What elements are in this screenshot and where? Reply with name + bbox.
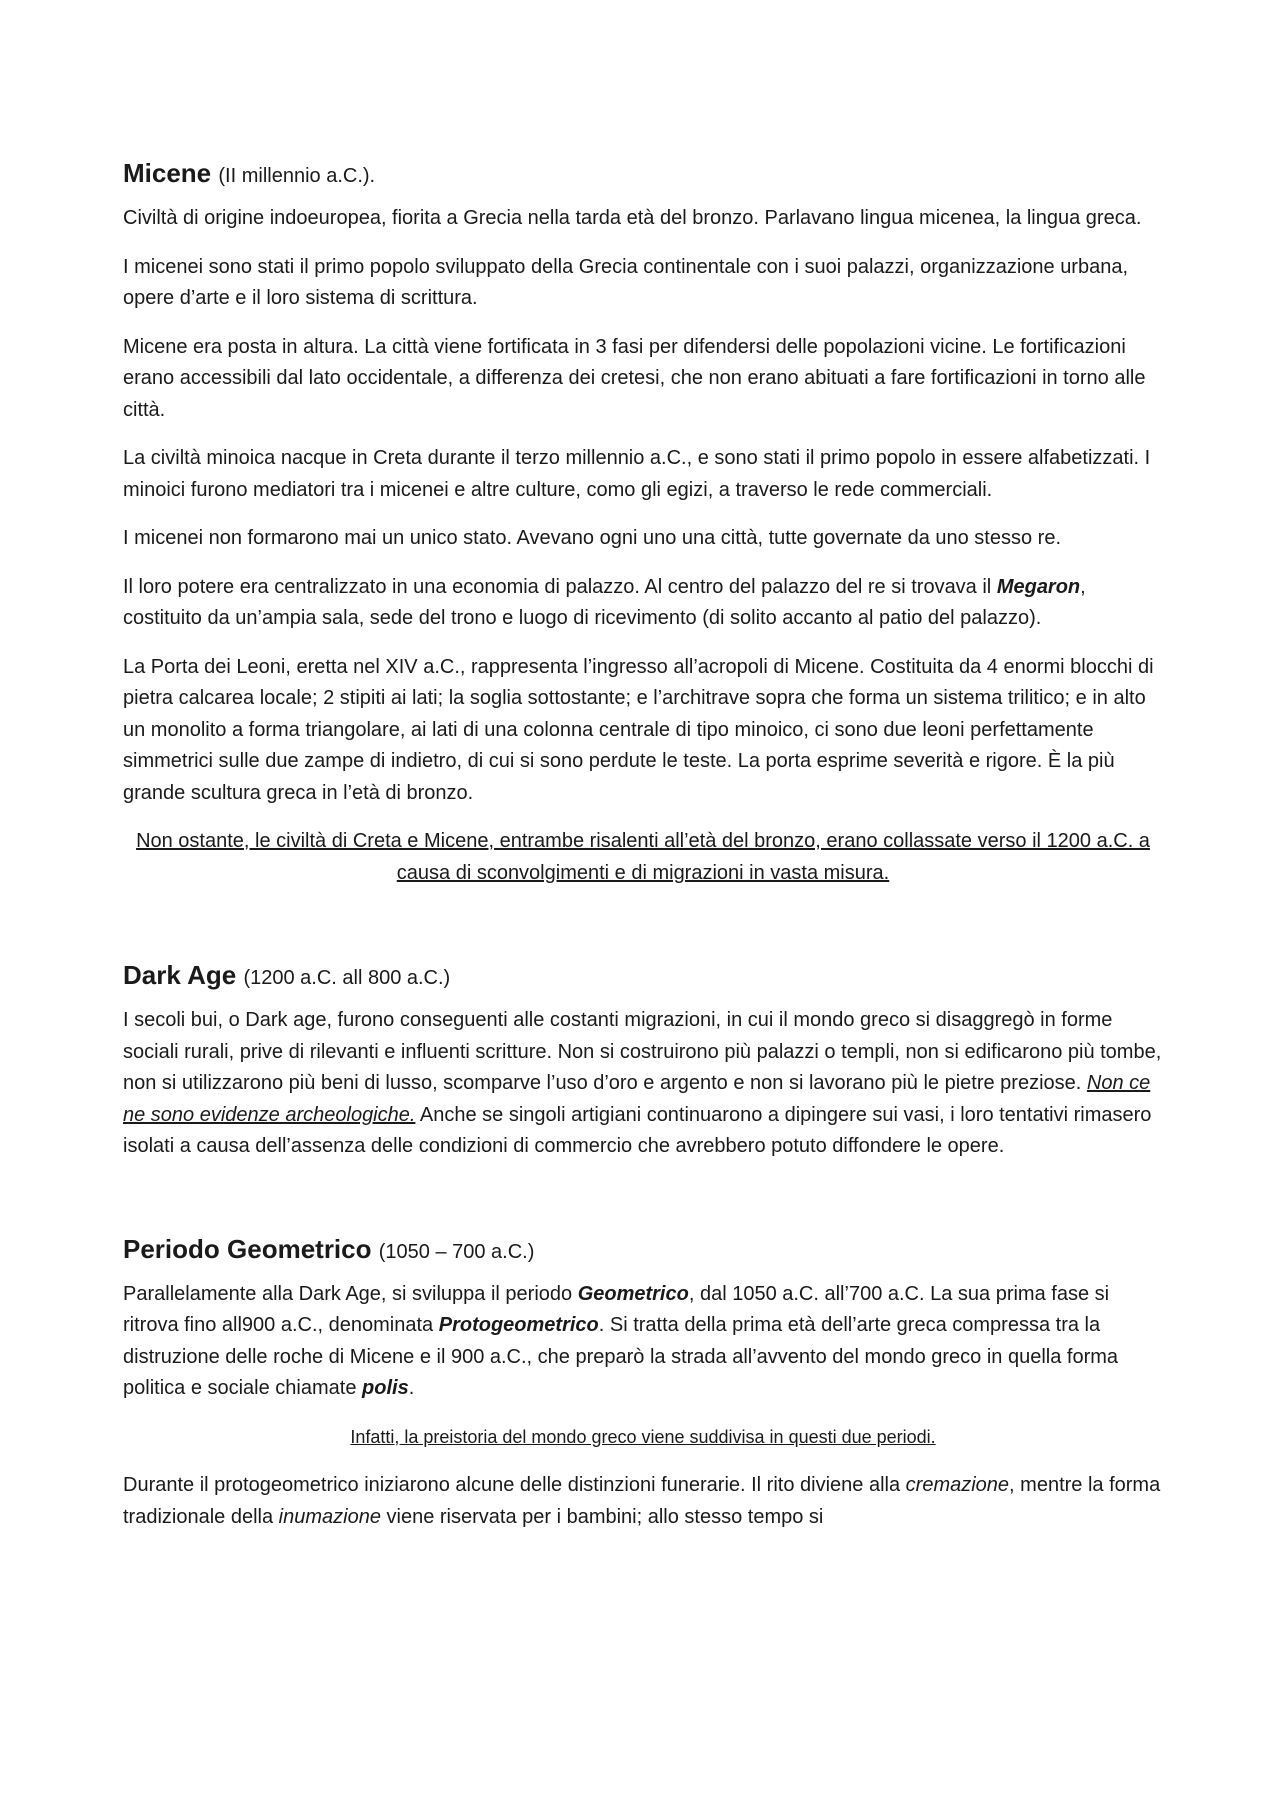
paragraph: I micenei sono stati il primo popolo sviluppato della Grecia continentale con i suoi palazzi, organizzazione urbana, opere d’arte e il loro sistema di scrittura. — [123, 255, 1129, 309]
paragraph-funerarie — [123, 1470, 1163, 1533]
underlined-note: Infatti, la preistoria del mondo greco viene suddivisa in questi due periodi. — [350, 1426, 936, 1447]
text-run: I secoli bui, o Dark age, furono conseguenti alle costanti migrazioni, in cui il mondo greco si disaggregò in forme sociali rurali, prive di rilevanti e influenti scritture. Non si costruirono più palazzi o templi, non si edificarono più tombe, non si utilizzarono più beni di lusso, scomparve l’uso d’oro e argento e non si lavorano più le pietre preziose. — [123, 1009, 1162, 1094]
heading-title: Periodo Geometrico — [123, 1233, 372, 1264]
text-run: , costituito da un’ampia sala, sede del trono e luogo di ricevimento (di solito accanto al patio del palazzo). — [123, 575, 1086, 629]
text-run: viene riservata per i bambini; allo stesso tempo si — [380, 1505, 824, 1528]
text-run: Il loro potere era centralizzato in una economia di palazzo. Al centro del palazzo del re si trovava il — [123, 575, 997, 598]
term-megaron: Megaron — [996, 575, 1081, 598]
heading-subtitle: (1050 – 700 a.C.) — [378, 1240, 535, 1263]
text-run: Anche se singoli artigiani continuarono a dipingere sui vasi, i loro tentativi rimasero isolati a causa dell’assenza delle condizioni di commercio che avrebbero potuto diffondere le opere. — [123, 1103, 1152, 1157]
section-heading-micene — [123, 156, 1163, 193]
heading-subtitle: (II millennio a.C.). — [218, 165, 376, 187]
spacer — [123, 906, 1163, 958]
text-run: Parallelamente alla Dark Age, si sviluppa il periodo — [123, 1282, 578, 1305]
underlined-note: Non ostante, le civiltà di Creta e Micene, entrambe risalenti all’età del bronzo, erano collassate verso il 1200 a.C. a causa di sconvolgimenti e di migrazioni in vasta misura. — [136, 830, 1150, 884]
spacer — [123, 1180, 1163, 1232]
section-heading-periodo-geometrico — [123, 1232, 1163, 1269]
paragraph: Civiltà di origine indoeuropea, fiorita a Grecia nella tarda età del bronzo. Parlavano lingua micenea, la lingua greca. — [123, 207, 1142, 229]
text-run: Durante il protogeometrico iniziarono alcune delle distinzioni funerarie. Il rito diviene alla — [123, 1474, 906, 1496]
heading-title: Dark Age — [123, 960, 237, 990]
paragraph: Micene era posta in altura. La città viene fortificata in 3 fasi per difendersi delle popolazioni vicine. Le fortificazioni erano accessibili dal lato occidentale, a differenza dei cretesi, che non erano abituati a fare fortificazioni in torno alle città. — [123, 335, 1146, 421]
text-run: . — [408, 1377, 415, 1399]
paragraph-megaron — [123, 572, 1163, 635]
term-cremazione: cremazione — [905, 1474, 1010, 1496]
text-run: . Si tratta della prima età dell’arte greca compressa tra la distruzione delle roche di Micene e il 900 a.C., che preparò la strada all’avvento del mondo greco in quella forma politica e sociale chiamate — [123, 1314, 1119, 1399]
paragraph: La civiltà minoica nacque in Creta durante il terzo millennio a.C., e sono stati il primo popolo in essere alfabetizzati. I minoici furono mediatori tra i micenei e altre culture, como gli egizi, a traverso le rede commerciali. — [123, 447, 1151, 501]
heading-title: Micene — [123, 158, 212, 188]
text-run: , dal 1050 a.C. all’700 a.C. La sua prima fase si ritrova fino all900 a.C., denominata — [123, 1282, 1110, 1336]
paragraph: I micenei non formarono mai un unico stato. Avevano ogni uno una città, tutte governate da uno stesso re. — [123, 527, 1061, 549]
heading-subtitle: (1200 a.C. all 800 a.C.) — [243, 967, 451, 989]
term-polis: polis — [362, 1377, 409, 1399]
term-geometrico: Geometrico — [577, 1282, 689, 1305]
paragraph-porta-leoni: La Porta dei Leoni, eretta nel XIV a.C., rappresenta l’ingresso all’acropoli di Micene. Costituita da 4 enormi blocchi di pietra calcarea locale; 2 stipiti ai lati; la soglia sottostante; e l’architrave sopra che forma un sistema trilitico; e in alto un monolito a forma triangolare, ai lati di una colonna centrale di tipo minoico, ci sono due leoni perfettamente simmetrici sulle due zampe di indietro, di cui si sono perdute le teste. La porta esprime severità e rigore. È la più grande scultura greca in l’età di bronzo. — [123, 655, 1154, 804]
section-heading-dark-age — [123, 958, 1163, 995]
document-body — [123, 156, 1163, 1550]
term-protogeometrico: Protogeometrico — [438, 1314, 599, 1336]
emphasized-text: Non ce ne sono evidenze archeologiche. — [123, 1072, 1151, 1126]
term-inumazione: inumazione — [278, 1505, 381, 1528]
paragraph-dark-age — [123, 1005, 1163, 1163]
paragraph-geometrico — [123, 1279, 1163, 1405]
text-run: , mentre la forma tradizionale della — [123, 1474, 1161, 1528]
